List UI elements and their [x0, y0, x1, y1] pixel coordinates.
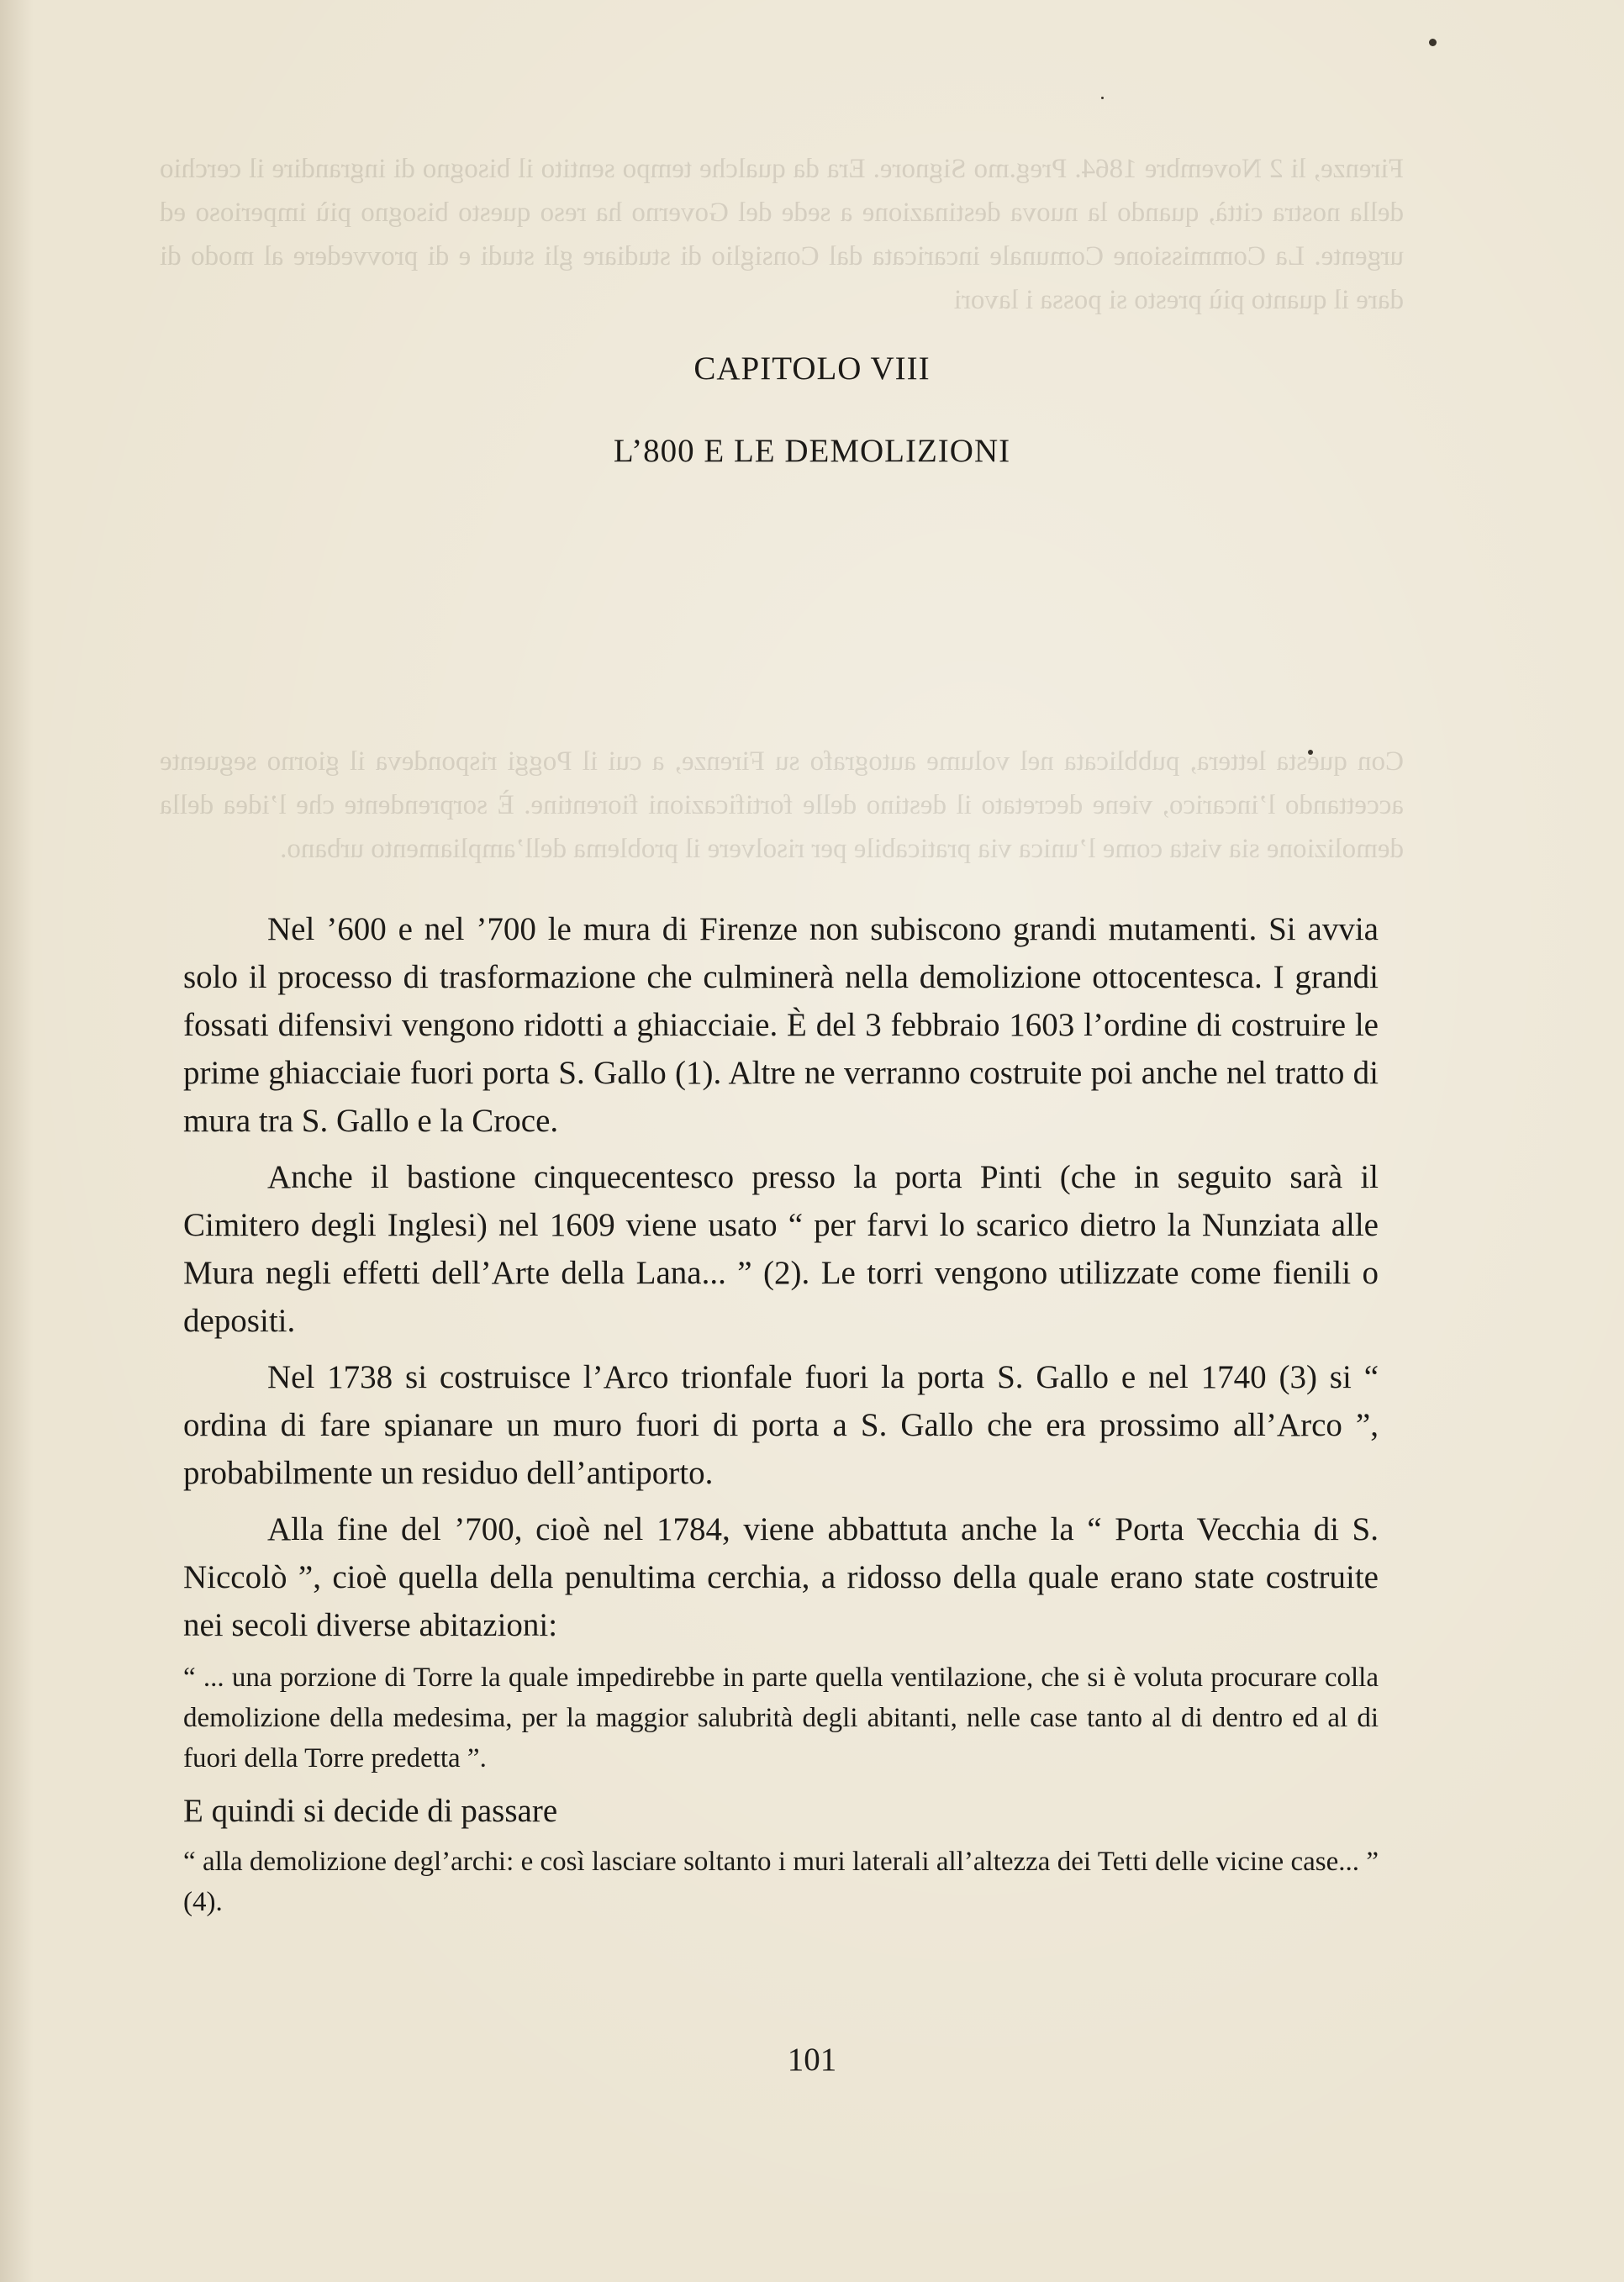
ink-speck	[1429, 39, 1437, 46]
paragraph-3: Nel 1738 si costruisce l’Arco trionfale fuori la porta S. Gallo e nel 1740 (3) si “ ordina di fare spianare un muro fuori di porta a S. Gallo che era prossimo all’Arco ”, probabilmente un residuo dell’antiporto.	[183, 1359, 1379, 1491]
ink-speck	[1101, 97, 1104, 99]
quotation-2: “ alla demolizione degl’archi: e così lasciare soltanto i muri laterali all’altezza dei Tetti delle vicine case... ” (4).	[183, 1847, 1379, 1917]
page-number: 101	[787, 2042, 837, 2078]
ink-speck	[1308, 750, 1313, 755]
paragraph-2: Anche il bastione cinquecentesco presso la porta Pinti (che in seguito sarà il Cimitero degli Inglesi) nel 1609 viene usato “ per farvi lo scarico dietro la Nunziata alle Mura negli effetti dell’Arte della Lana... ” (2). Le torri vengono utilizzate come fienili o depositi.	[183, 1159, 1379, 1339]
chapter-number: CAPITOLO VIII	[693, 350, 931, 387]
body-text	[183, 905, 1379, 1931]
reverse-page-show-through-lower: Con questa lettera, pubblicata nel volume autografo su Firenze, a cui il Poggi rispondeva il giorno seguente accettando l’incarico, viene decretato il destino delle fortificazioni fiorentine. È sorprendente che l’idea della demolizione sia vista come l’unica via praticabile per risolvere il problema dell’ampliamento urbano.	[160, 746, 1404, 864]
chapter-title: L’800 E LE DEMOLIZIONI	[613, 433, 1011, 469]
quotation-1: “ ... una porzione di Torre la quale impedirebbe in parte quella ventilazione, che si è voluta procurare colla demolizione della medesima, per la maggior salubrità degli abitanti, nelle case tanto al di dentro ed al di fuori della Torre predetta ”.	[183, 1663, 1379, 1773]
reverse-page-show-through: Firenze, li 2 Novembre 1864. Preg.mo Signore. Era da qualche tempo sentito il bisogno di ingrandire il cerchio della nostra città, quando la nuova destinazione a sede del Governo ha reso questo bisogno più imperioso ed urgente. La Commissione Comunale incaricata dal Consiglio di studiare gli studi e di provvedere al modo di dare il quanto più presto si possa i lavori	[160, 154, 1404, 315]
paragraph-1: Nel ’600 e nel ’700 le mura di Firenze non subiscono grandi mutamenti. Si avvia solo il processo di trasformazione che culminerà nella demolizione ottocentesca. I grandi fossati difensivi vengono ridotti a ghiacciaie. È del 3 febbraio 1603 l’ordine di costruire le prime ghiacciaie fuori porta S. Gallo (1). Altre ne verranno costruite poi anche nel tratto di mura tra S. Gallo e la Croce.	[183, 911, 1379, 1139]
paragraph-4: Alla fine del ’700, cioè nel 1784, viene abbattuta anche la “ Porta Vecchia di S. Niccolò ”, cioè quella della penultima cerchia, a ridosso della quale erano state costruite nei secoli diverse abitazioni:	[183, 1511, 1379, 1643]
transition-line: E quindi si decide di passare	[183, 1793, 558, 1829]
